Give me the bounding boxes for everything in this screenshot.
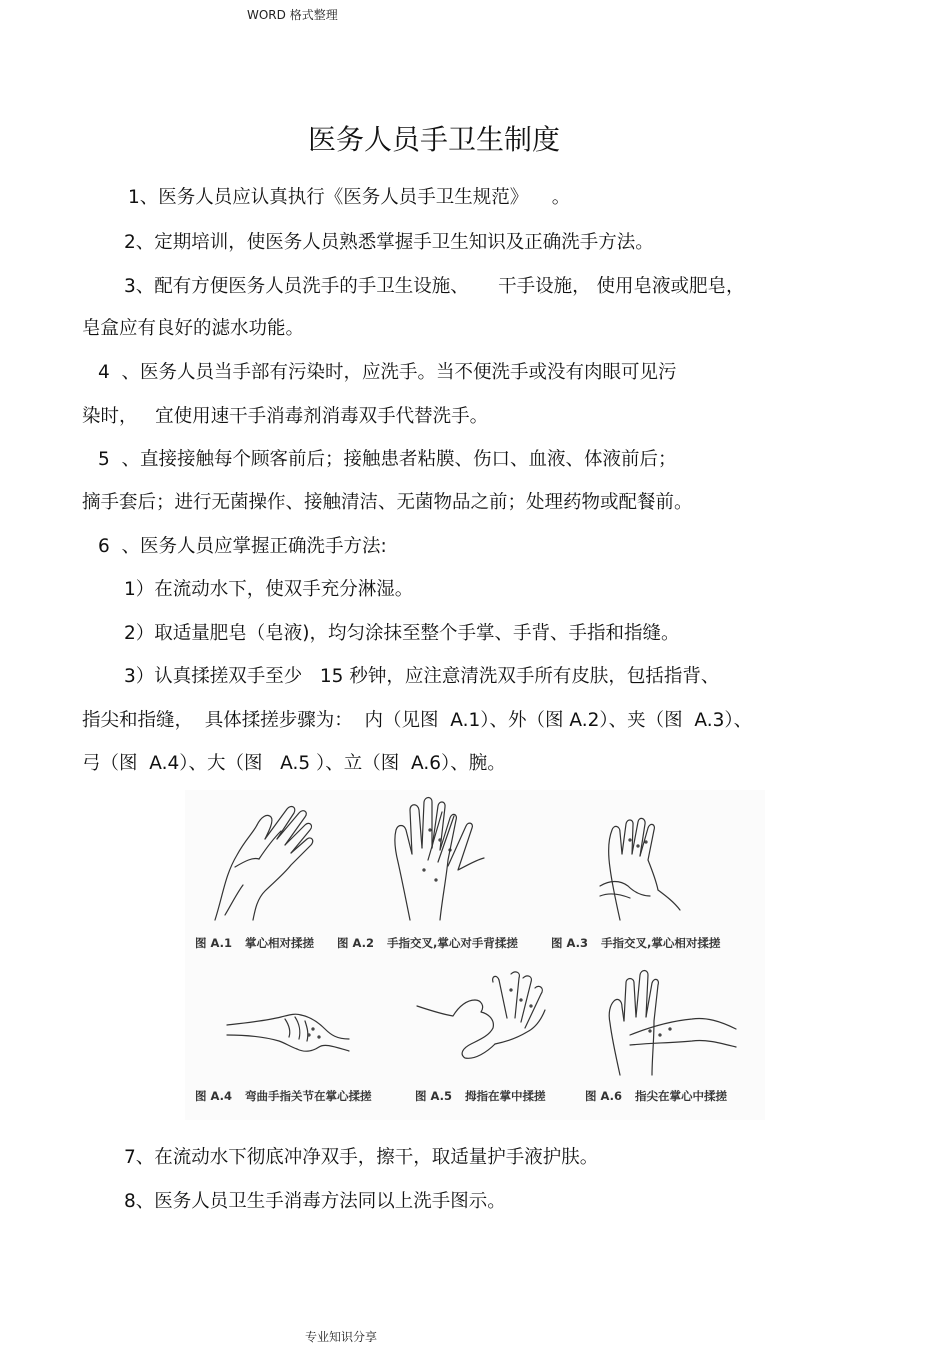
figure-caption: 手指交叉,掌心相对揉搓 — [601, 936, 721, 950]
hands-palm-to-palm-icon — [195, 795, 325, 925]
paragraph-line: 指尖和指缝， 具体揉搓步骤为： 内（见图 A.1）、外（图 A.2）、夹（图 A.3）、 — [82, 710, 753, 731]
paragraph-line: 弓（图 A.4）、大（图 A.5 ）、立（图 A.6）、腕。 — [82, 753, 506, 774]
hands-thumb-rub-icon — [415, 970, 555, 1080]
figure-label: 图 A.5 — [415, 1089, 452, 1103]
paragraph-line: 7、在流动水下彻底冲净双手，擦干，取适量护手液护肤。 — [124, 1147, 599, 1168]
paragraph-line: 2）取适量肥皂（皂液)，均匀涂抹至整个手掌、手背、手指和指缝。 — [124, 623, 680, 644]
paragraph-line: 4 、医务人员当手部有污染时，应洗手。当不便洗手或没有肉眼可见污 — [98, 362, 677, 383]
figure-caption: 指尖在掌心中揉搓 — [635, 1089, 727, 1103]
paragraph-line: 8、医务人员卫生手消毒方法同以上洗手图示。 — [124, 1191, 506, 1212]
hands-fingers-interlaced-icon — [590, 810, 700, 925]
figure-label: 图 A.3 — [551, 936, 588, 950]
paragraph-line: 5 、直接接触每个顾客前后；接触患者粘膜、伤口、血液、体液前后； — [98, 449, 677, 470]
figure-caption: 手指交叉,掌心对手背揉搓 — [387, 936, 518, 950]
handwashing-figures — [185, 790, 765, 1120]
page-header: WORD 格式整理 — [247, 8, 338, 22]
figure-caption: 弯曲手指关节在掌心揉搓 — [245, 1089, 372, 1103]
paragraph-line: 3、配有方便医务人员洗手的手卫生设施、 干手设施， 使用皂液或肥皂， — [124, 276, 745, 297]
paragraph-line: 皂盒应有良好的滤水功能。 — [82, 318, 305, 339]
figure-caption: 掌心相对揉搓 — [245, 936, 314, 950]
figure-label: 图 A.4 — [195, 1089, 232, 1103]
hands-fingertips-icon — [600, 965, 740, 1080]
paragraph-line: 摘手套后；进行无菌操作、接触清洁、无菌物品之前；处理药物或配餐前。 — [82, 492, 693, 513]
paragraph-line: 1、医务人员应认真执行《医务人员手卫生规范》 。 — [128, 187, 571, 208]
paragraph-line: 1）在流动水下，使双手充分淋湿。 — [124, 579, 414, 600]
document-title: 医务人员手卫生制度 — [307, 123, 560, 156]
paragraph-line: 2、定期培训，使医务人员熟悉掌握手卫生知识及正确洗手方法。 — [124, 232, 654, 253]
paragraph-line: 3）认真揉搓双手至少 15 秒钟，应注意清洗双手所有皮肤，包括指背、 — [124, 666, 720, 687]
figure-label: 图 A.6 — [585, 1089, 622, 1103]
page-footer: 专业知识分享 — [305, 1330, 378, 1344]
paragraph-line: 6 、医务人员应掌握正确洗手方法: — [98, 536, 387, 557]
hands-bent-fingers-icon — [225, 995, 355, 1075]
paragraph-line: 染时， 宜使用速干手消毒剂消毒双手代替洗手。 — [82, 406, 489, 427]
hands-palm-over-back-icon — [380, 790, 500, 925]
figure-label: 图 A.1 — [195, 936, 232, 950]
figure-caption: 拇指在掌中揉搓 — [465, 1089, 546, 1103]
figure-label: 图 A.2 — [337, 936, 374, 950]
